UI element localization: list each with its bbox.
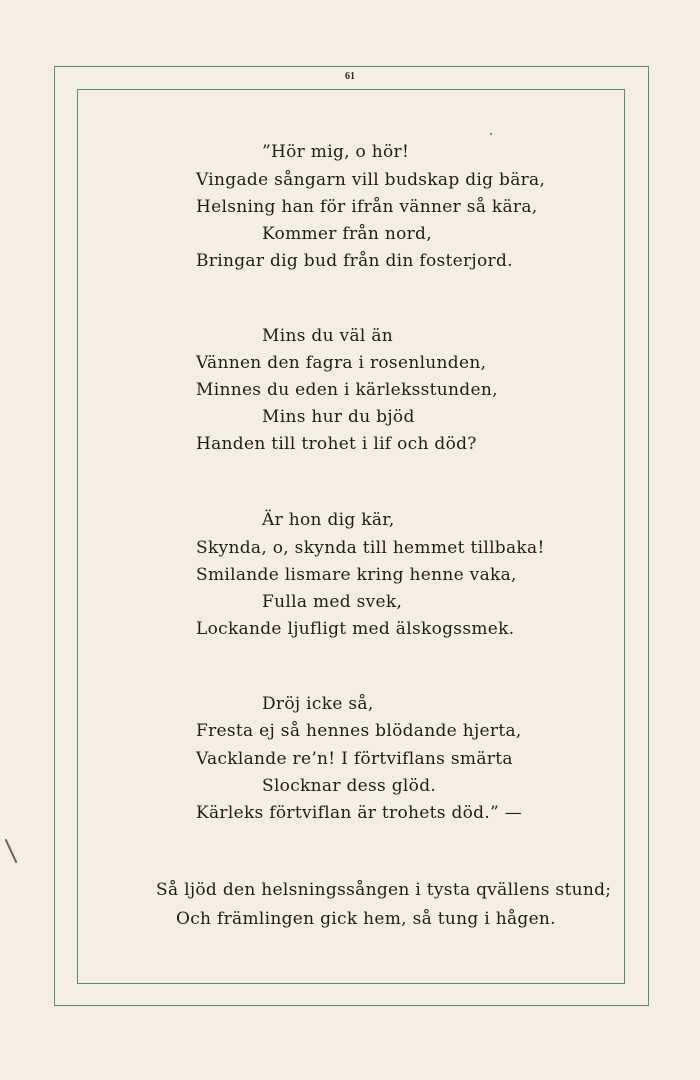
poem-line: Vacklande re’n! I förtviflans smärta <box>196 749 513 769</box>
poem-line: Är hon dig kär, <box>262 510 395 530</box>
paper-speck <box>490 133 492 135</box>
poem-line: Bringar dig bud från din fosterjord. <box>196 251 513 271</box>
closing-line: Så ljöd den helsningssången i tysta qvällens stund; <box>156 880 612 900</box>
poem-line: Dröj icke så, <box>262 694 374 714</box>
poem-line: Mins du väl än <box>262 326 394 346</box>
poem-line: Slocknar dess glöd. <box>262 776 437 796</box>
poem-line: Kärleks förtviflan är trohets död.” — <box>196 803 523 823</box>
poem-line: Handen till trohet i lif och död? <box>196 434 477 454</box>
poem-line: Vännen den fagra i rosenlunden, <box>196 353 487 373</box>
poem-line: Fresta ej så hennes blödande hjerta, <box>196 721 522 741</box>
paper-speck <box>5 839 18 863</box>
closing-line: Och främlingen gick hem, så tung i hågen. <box>176 909 556 929</box>
poem-line: Vingade sångarn vill budskap dig bära, <box>196 170 546 190</box>
poem-line: Skynda, o, skynda till hemmet tillbaka! <box>196 538 545 558</box>
poem-line: Helsning han för ifrån vänner så kära, <box>196 197 538 217</box>
poem-line: ”Hör mig, o hör! <box>262 142 410 162</box>
poem-line: Lockande ljufligt med älskogssmek. <box>196 619 515 639</box>
poem-line: Kommer från nord, <box>262 224 432 244</box>
poem-line: Mins hur du bjöd <box>262 407 415 427</box>
page-number: 61 <box>345 71 355 82</box>
poem-line: Fulla med svek, <box>262 592 403 612</box>
poem-line: Minnes du eden i kärleksstunden, <box>196 380 498 400</box>
poem-line: Smilande lismare kring henne vaka, <box>196 565 517 585</box>
